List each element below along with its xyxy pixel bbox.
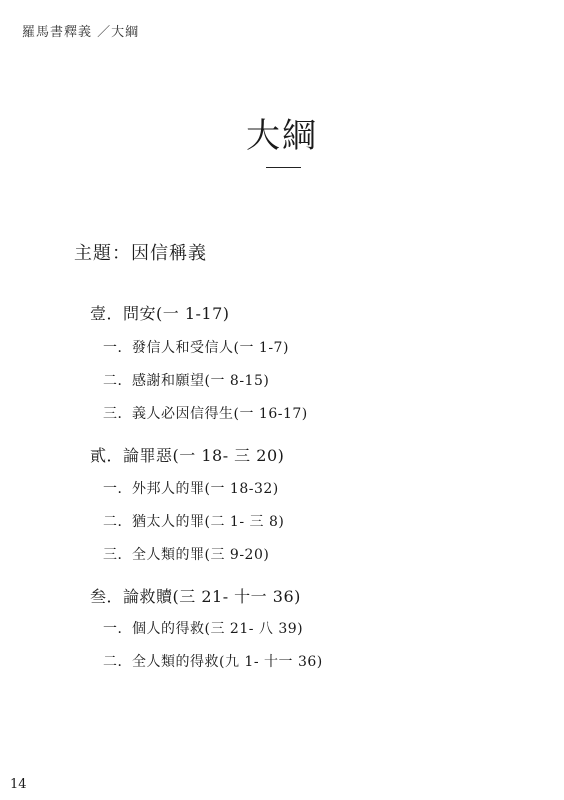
outline-item-1-1: 一．發信人和受信人(一 1-7)	[103, 340, 289, 356]
outline-item-2-1: 一．外邦人的罪(一 18-32)	[103, 481, 279, 497]
outline-item-3-2: 二．全人類的得救(九 1- 十一 36)	[103, 654, 323, 670]
outline-section-2: 貳．論罪惡(一 18- 三 20)	[90, 446, 285, 465]
outline-item-2-2: 二．猶太人的罪(二 1- 三 8)	[103, 514, 285, 530]
running-head: 羅馬書釋義 ／大綱	[22, 25, 140, 40]
outline-section-1: 壹．問安(一 1-17)	[90, 304, 230, 323]
outline-section-3: 叁．論救贖(三 21- 十一 36)	[90, 587, 301, 606]
outline-item-2-3: 三．全人類的罪(三 9-20)	[103, 547, 270, 563]
theme-heading: 主題：因信稱義	[74, 243, 207, 264]
title-rule	[266, 167, 301, 168]
page-title: 大綱	[246, 116, 318, 156]
outline-item-1-3: 三．義人必因信得生(一 16-17)	[103, 406, 308, 422]
outline-item-3-1: 一．個人的得救(三 21- 八 39)	[103, 621, 304, 637]
page-number: 14	[10, 777, 27, 792]
outline-item-1-2: 二．感謝和願望(一 8-15)	[103, 373, 270, 389]
